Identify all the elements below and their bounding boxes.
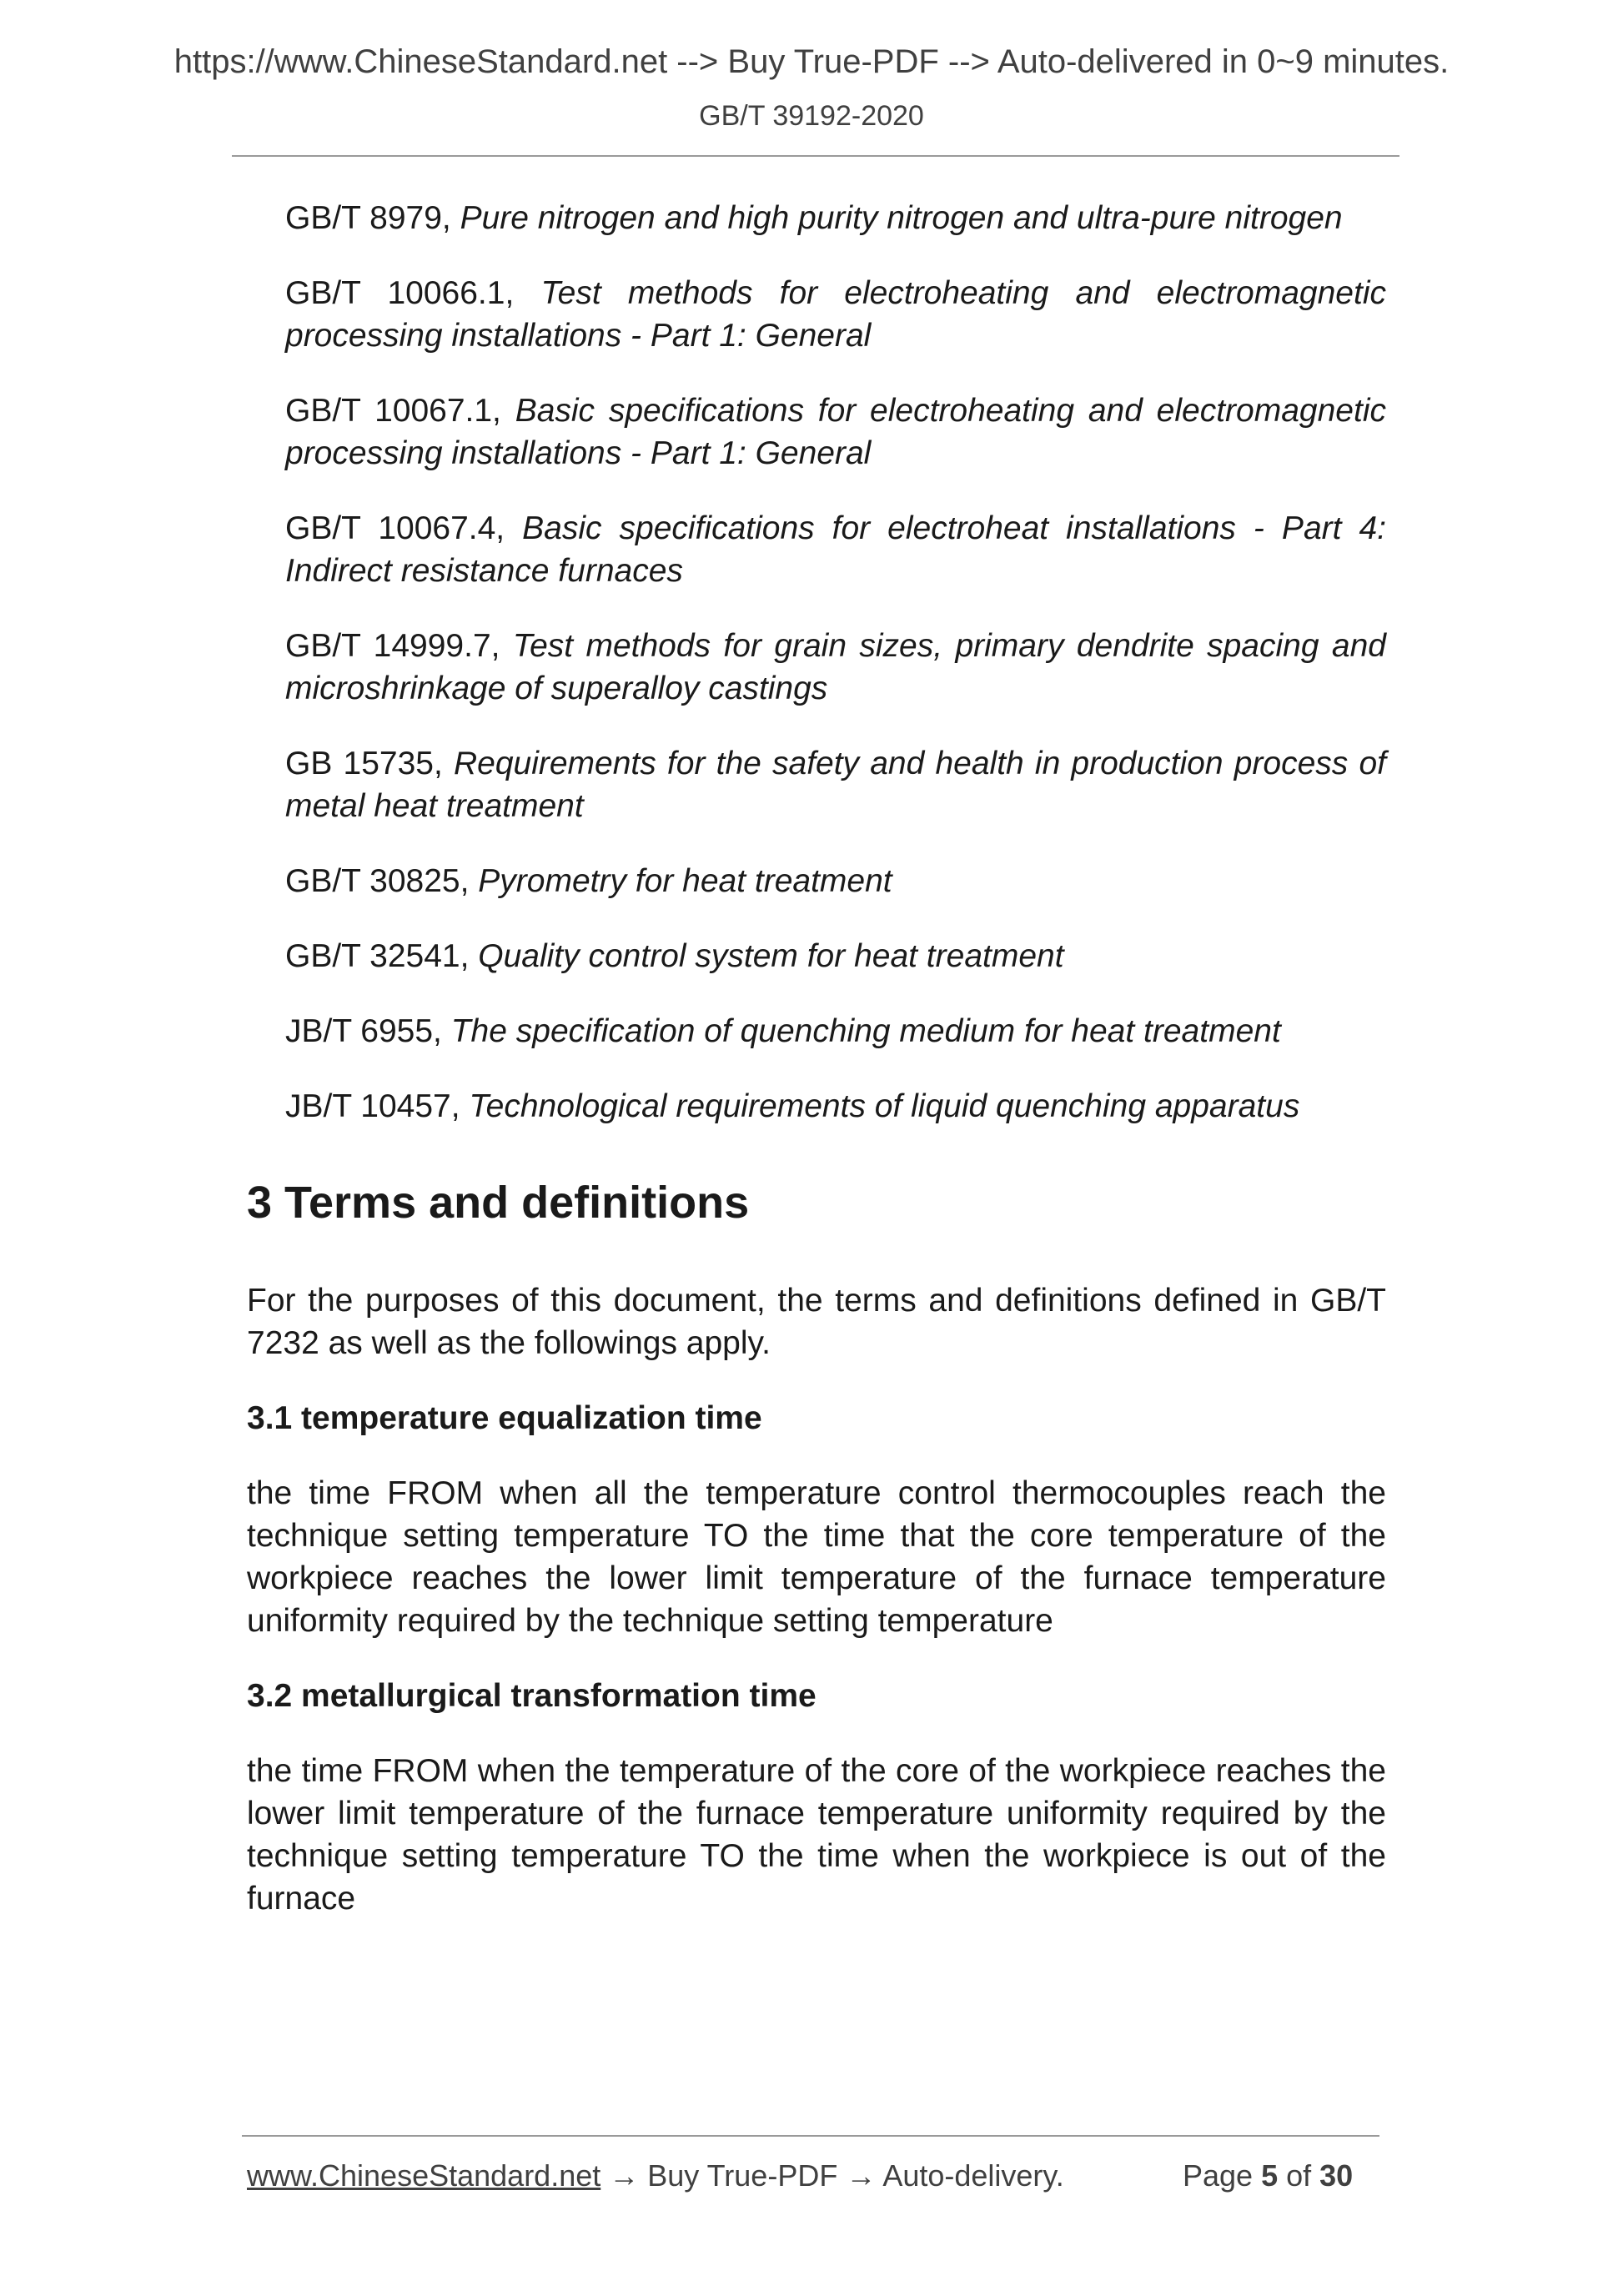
reference-code: GB 15735, <box>285 746 454 781</box>
page-total: 30 <box>1319 2158 1354 2193</box>
reference-item <box>285 742 1386 827</box>
reference-code: GB/T 10066.1, <box>285 275 541 311</box>
term-definition-3-1: the time FROM when all the temperature control thermocouples reach the technique setting temperature TO the time that the core temperature of the workpiece reaches the lower limit temperature of the furnace temperature uniformity required by the technique setting temperature <box>247 1475 1386 1639</box>
reference-item <box>285 935 1386 977</box>
header-url-line: https://www.ChineseStandard.net --> Buy True-PDF --> Auto-delivered in 0~9 minutes. <box>173 43 1450 80</box>
section-intro: For the purposes of this document, the terms and definitions defined in GB/T 7232 as well as the followings apply. <box>247 1283 1386 1361</box>
reference-title: Requirements for the safety and health in production process of metal heat treatment <box>285 746 1386 824</box>
reference-title: Pyrometry for heat treatment <box>478 863 892 899</box>
footer-promo-text: → Buy True-PDF → Auto-delivery. <box>600 2158 1064 2193</box>
reference-code: JB/T 6955, <box>285 1013 451 1049</box>
footer-website-link[interactable]: www.ChineseStandard.net <box>247 2158 601 2193</box>
header-standard-number: GB/T 39192-2020 <box>699 100 924 132</box>
page-indicator <box>1183 2158 1353 2193</box>
term-heading-3-1: 3.1 temperature equalization time <box>247 1400 762 1436</box>
reference-item <box>285 860 1386 902</box>
page-label: Page <box>1183 2158 1262 2193</box>
header-divider <box>232 155 1399 157</box>
footer-promo <box>247 2158 1064 2193</box>
reference-item <box>285 197 1386 239</box>
reference-code: GB/T 30825, <box>285 863 479 899</box>
reference-title: Test methods for grain sizes, primary dendrite spacing and microshrinkage of superalloy castings <box>285 628 1386 706</box>
section-terms-and-definitions <box>247 1176 1386 1952</box>
footer-divider <box>242 2135 1379 2137</box>
reference-title: Basic specifications for electroheating and electromagnetic processing installations - Part 1: General <box>285 393 1386 471</box>
reference-title: The specification of quenching medium for heat treatment <box>450 1013 1281 1049</box>
reference-code: GB/T 14999.7, <box>285 628 513 664</box>
term-definition-3-2: the time FROM when the temperature of the core of the workpiece reaches the lower limit temperature of the furnace temperature uniformity required by the technique setting temperature TO the time when the workpiece is out of the furnace <box>247 1753 1386 1917</box>
reference-item <box>285 272 1386 357</box>
section-heading: 3 Terms and definitions <box>247 1178 750 1228</box>
reference-title: Quality control system for heat treatment <box>478 938 1064 974</box>
reference-title: Technological requirements of liquid quenching apparatus <box>469 1088 1300 1124</box>
reference-code: GB/T 32541, <box>285 938 479 974</box>
reference-item <box>285 1085 1386 1128</box>
reference-code: GB/T 8979, <box>285 200 460 236</box>
reference-item <box>285 625 1386 710</box>
normative-references-list <box>285 197 1386 1160</box>
term-heading-3-2: 3.2 metallurgical transformation time <box>247 1678 817 1714</box>
reference-item <box>285 389 1386 475</box>
reference-title: Basic specifications for electroheat installations - Part 4: Indirect resistance furnaces <box>285 510 1386 589</box>
page-of-label: of <box>1278 2158 1320 2193</box>
reference-item <box>285 1010 1386 1053</box>
reference-title: Test methods for electroheating and electromagnetic processing installations - Part 1: General <box>285 275 1386 354</box>
reference-code: GB/T 10067.4, <box>285 510 523 546</box>
page-number: 5 <box>1261 2158 1279 2193</box>
reference-title: Pure nitrogen and high purity nitrogen and ultra-pure nitrogen <box>460 200 1343 236</box>
reference-code: JB/T 10457, <box>285 1088 470 1124</box>
reference-code: GB/T 10067.1, <box>285 393 515 429</box>
reference-item <box>285 507 1386 592</box>
